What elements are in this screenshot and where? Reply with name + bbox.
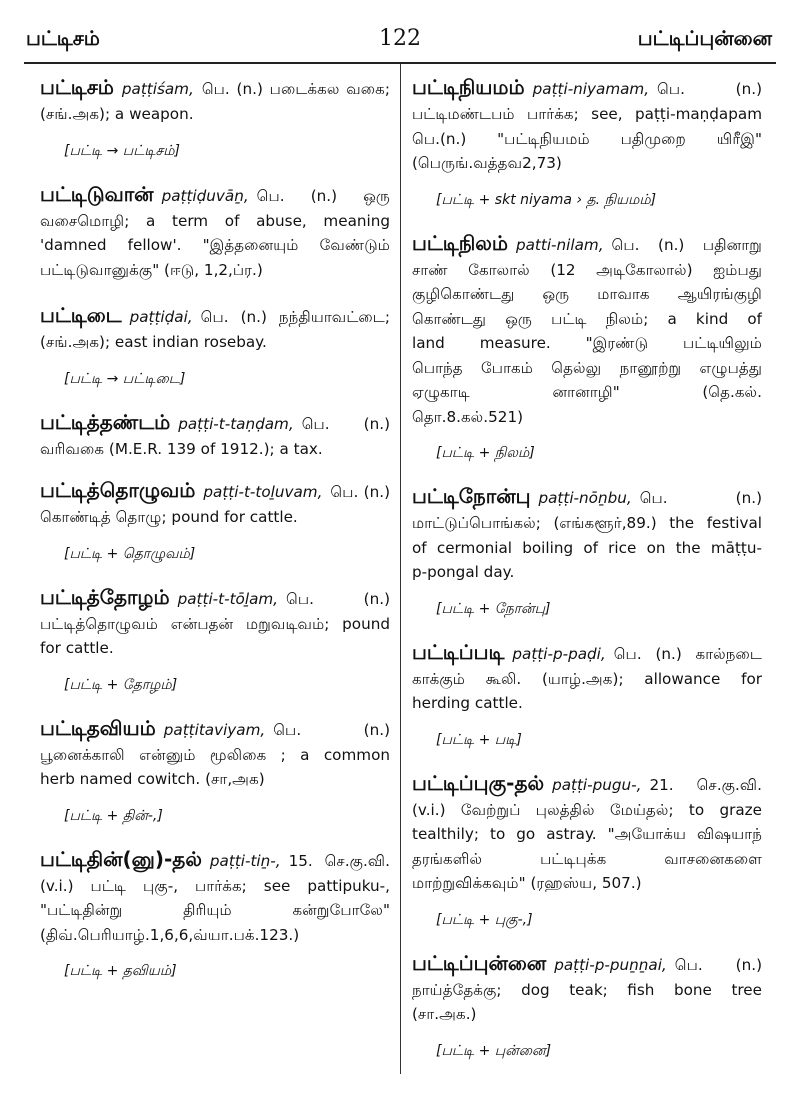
definition-line: (v.i.) பட்டி புகு-, பார்க்க; see pattipuku-, <box>40 876 390 895</box>
etymology: [பட்டி + நிலம்] <box>436 445 535 461</box>
definition-line: வசைமொழி; a term of abuse, meaning <box>40 211 390 230</box>
dictionary-entry <box>412 768 762 930</box>
definition-line: தரங்களில் பட்டிபுக்க வாசனைகளை <box>412 849 762 868</box>
entry-first-line <box>412 948 762 978</box>
grammar-and-gloss: பெ. (n.) பதினாறு <box>611 235 762 254</box>
headword: பட்டிப்புன்னை <box>412 950 547 975</box>
dictionary-entry <box>412 637 762 750</box>
definition-line: மாட்டுப்பொங்கல்; (எங்களூர்,89.) the festival <box>412 514 762 532</box>
transliteration: paṭṭiśam, <box>121 80 194 98</box>
grammar-and-gloss: பெ. (n.) கால்நடை <box>613 644 762 663</box>
definition-line: கொண்டித் தொழு; pound for cattle. <box>40 508 298 526</box>
definition-line: கொண்டது ஒரு பட்டி நிலம்; a kind of <box>412 309 762 328</box>
dictionary-entry <box>412 72 762 210</box>
etymology: [பட்டி → பட்டிடை] <box>64 370 186 387</box>
entry-first-line <box>40 844 390 874</box>
transliteration: paṭṭi-t-toḻuvam, <box>203 483 323 501</box>
transliteration: paṭṭitaviyam, <box>163 720 266 739</box>
headword: பட்டிநியமம் <box>412 75 525 99</box>
dictionary-entry <box>412 948 762 1061</box>
entry-first-line <box>412 228 762 258</box>
entry-first-line <box>40 72 390 102</box>
definition-line: 'damned fellow'. "இத்தனையும் வேண்டும் <box>40 236 390 254</box>
definition-line: (சா.அக.) <box>412 1005 477 1023</box>
etymology: [பட்டி + நோன்பு] <box>436 600 551 617</box>
transliteration: paṭṭi-pugu-, <box>552 775 642 794</box>
entry-first-line <box>40 179 390 209</box>
headword: பட்டிடை <box>40 303 122 327</box>
headword: பட்டித்தொழுவம் <box>40 478 196 502</box>
transliteration: patti-nilam, <box>515 235 604 254</box>
dictionary-entry <box>40 407 390 462</box>
transliteration: paṭṭiḍai, <box>129 308 193 326</box>
definition-line: ஏழுகாடி னானாழி" (தெ.கல். <box>412 383 762 401</box>
entry-first-line <box>40 475 390 505</box>
definition-line: tealthily; to go astray. "அயோக்ய விஷயாந் <box>412 825 762 843</box>
grammar-and-gloss: பெ. (n.) ஒரு <box>256 186 390 205</box>
etymology: [பட்டி → பட்டிசம்] <box>64 142 180 159</box>
etymology: [பட்டி + skt niyama › த. நியமம்] <box>436 191 657 208</box>
definition-line: பூனைக்காலி என்னும் மூலிகை ; a common <box>40 745 390 764</box>
headword: பட்டித்தண்டம் <box>40 409 171 434</box>
transliteration: paṭṭi-t-tōḻam, <box>177 589 278 608</box>
grammar-and-gloss: 21. செ.கு.வி. <box>649 775 762 794</box>
definition-line: நாய்த்தேக்கு; dog teak; fish bone tree <box>412 980 762 999</box>
etymology: [பட்டி + படி] <box>436 731 522 748</box>
definition-line: மாற்றுவிக்கவும்" (ரஹஸ்ய, 507.) <box>412 874 642 892</box>
grammar-and-gloss: பெ. (n.) <box>639 489 762 507</box>
definition-line: பட்டித்தொழுவம் என்பதன் மறுவடிவம்; pound <box>40 614 390 633</box>
definition-line: பொந்த போகம் தெல்லு நானூற்று எழுபத்து <box>412 358 762 377</box>
etymology: [பட்டி + தோழம்] <box>64 676 178 693</box>
definition-line: (பெருங்.வத்தவ2,73) <box>412 154 562 172</box>
definition-line: herding cattle. <box>412 694 523 712</box>
transliteration: paṭṭi-tiṉ-, <box>209 851 281 870</box>
dictionary-entry <box>40 179 390 283</box>
headword: பட்டித்தோழம் <box>40 584 170 609</box>
entry-first-line <box>40 713 390 743</box>
etymology: [பட்டி + தின்-,] <box>64 807 163 824</box>
dictionary-entry <box>412 228 762 464</box>
grammar-and-gloss: பெ. (n.) <box>273 720 390 739</box>
dictionary-entry <box>40 300 390 389</box>
grammar-and-gloss: பெ. (n.) <box>286 589 390 608</box>
definition-line: பட்டிடுவானுக்கு" (ஈடு, 1,2,ப்ர.) <box>40 260 263 279</box>
grammar-and-gloss: பெ. (n.) <box>301 414 390 433</box>
etymology: [பட்டி + புகு-,] <box>436 911 533 928</box>
entry-first-line <box>40 407 390 437</box>
dictionary-entry <box>40 475 390 564</box>
page-header <box>0 0 800 62</box>
right-column <box>412 72 762 1079</box>
dictionary-entry <box>40 713 390 826</box>
grammar-and-gloss: பெ. (n.) <box>674 955 762 974</box>
grammar-and-gloss: பெ. (n.) நந்தியாவட்டை; <box>200 308 390 326</box>
definition-line: குழிகொண்டது ஒரு மாவாக ஆயிரங்குழி <box>412 285 762 303</box>
header-right-guideword: பட்டிப்புன்னை <box>637 26 772 50</box>
entry-first-line <box>412 768 762 798</box>
definition-line: "பட்டிதின்று திரியும் கன்றுபோலே" <box>40 901 390 919</box>
etymology: [பட்டி + புன்னை] <box>436 1042 552 1059</box>
transliteration: paṭṭi-nōṉbu, <box>538 489 632 507</box>
entry-first-line <box>412 481 762 511</box>
definition-line: வரிவகை (M.E.R. 139 of 1912.); a tax. <box>40 439 323 458</box>
headword: பட்டிதின்(னு)-தல் <box>40 846 202 871</box>
definition-line: (v.i.) வேற்றுப் புலத்தில் மேய்தல்; to graze <box>412 800 762 819</box>
transliteration: paṭṭi-p-paḍi, <box>512 644 606 663</box>
column-divider <box>400 64 401 1074</box>
definition-line: herb named cowitch. (சா,அக) <box>40 770 265 788</box>
definition-line: (திவ்.பெரியாழ்.1,6,6,வ்யா.பக்.123.) <box>40 925 300 944</box>
etymology: [பட்டி + தொழுவம்] <box>64 545 196 562</box>
transliteration: paṭṭi-niyamam, <box>532 80 650 98</box>
grammar-and-gloss: பெ. (n.) <box>330 483 390 501</box>
dictionary-entry <box>40 72 390 161</box>
definition-line: பட்டிமண்டபம் பார்க்க; see, paṭṭi-maṇḍapam <box>412 105 762 123</box>
entry-first-line <box>40 300 390 330</box>
transliteration: paṭṭi-t-taṇḍam, <box>178 414 294 433</box>
dictionary-entry <box>412 481 762 619</box>
definition-line: (சங்.அக); east indian rosebay. <box>40 333 267 351</box>
dictionary-entry <box>40 582 390 695</box>
transliteration: paṭṭiḍuvāṉ, <box>161 186 249 205</box>
definition-line: of cermonial boiling of rice on the māṭṭu- <box>412 538 762 557</box>
dictionary-entry <box>40 844 390 982</box>
grammar-and-gloss: பெ. (n.) படைக்கல வகை; <box>201 80 390 98</box>
transliteration: paṭṭi-p-puṉṉai, <box>554 955 667 974</box>
definition-line: (சங்.அக); a weapon. <box>40 105 194 123</box>
left-column <box>40 72 390 999</box>
grammar-and-gloss: பெ. (n.) <box>657 80 762 98</box>
definition-line: சாண் கோலால் (12 அடிகோலால்) ஐம்பது <box>412 260 762 279</box>
definition-line: p-pongal day. <box>412 563 515 581</box>
headword: பட்டிநோன்பு <box>412 484 531 508</box>
definition-line: தொ.8.கல்.521) <box>412 407 524 426</box>
headword: பட்டிநிலம் <box>412 230 508 255</box>
definition-line: for cattle. <box>40 639 114 657</box>
entry-first-line <box>412 72 762 102</box>
definition-line: land measure. "இரண்டு பட்டியிலும் <box>412 334 762 352</box>
grammar-and-gloss: 15. செ.கு.வி. <box>288 851 390 870</box>
definition-line: காக்கும் கூலி. (யாழ்.அக); allowance for <box>412 669 762 688</box>
definition-line: பெ.(n.) "பட்டிநியமம் பதிமுறை யிரீஇ" <box>412 129 762 148</box>
entry-first-line <box>412 637 762 667</box>
headword: பட்டிதவியம் <box>40 715 156 740</box>
headword: பட்டிப்படி <box>412 639 505 664</box>
headword: பட்டிசம் <box>40 75 114 99</box>
page-number: 122 <box>379 26 421 51</box>
headword: பட்டிப்புகு-தல் <box>412 770 545 795</box>
headword: பட்டிடுவான் <box>40 181 154 206</box>
etymology: [பட்டி + தவியம்] <box>64 963 177 979</box>
entry-first-line <box>40 582 390 612</box>
header-left-guideword: பட்டிசம் <box>26 26 100 50</box>
